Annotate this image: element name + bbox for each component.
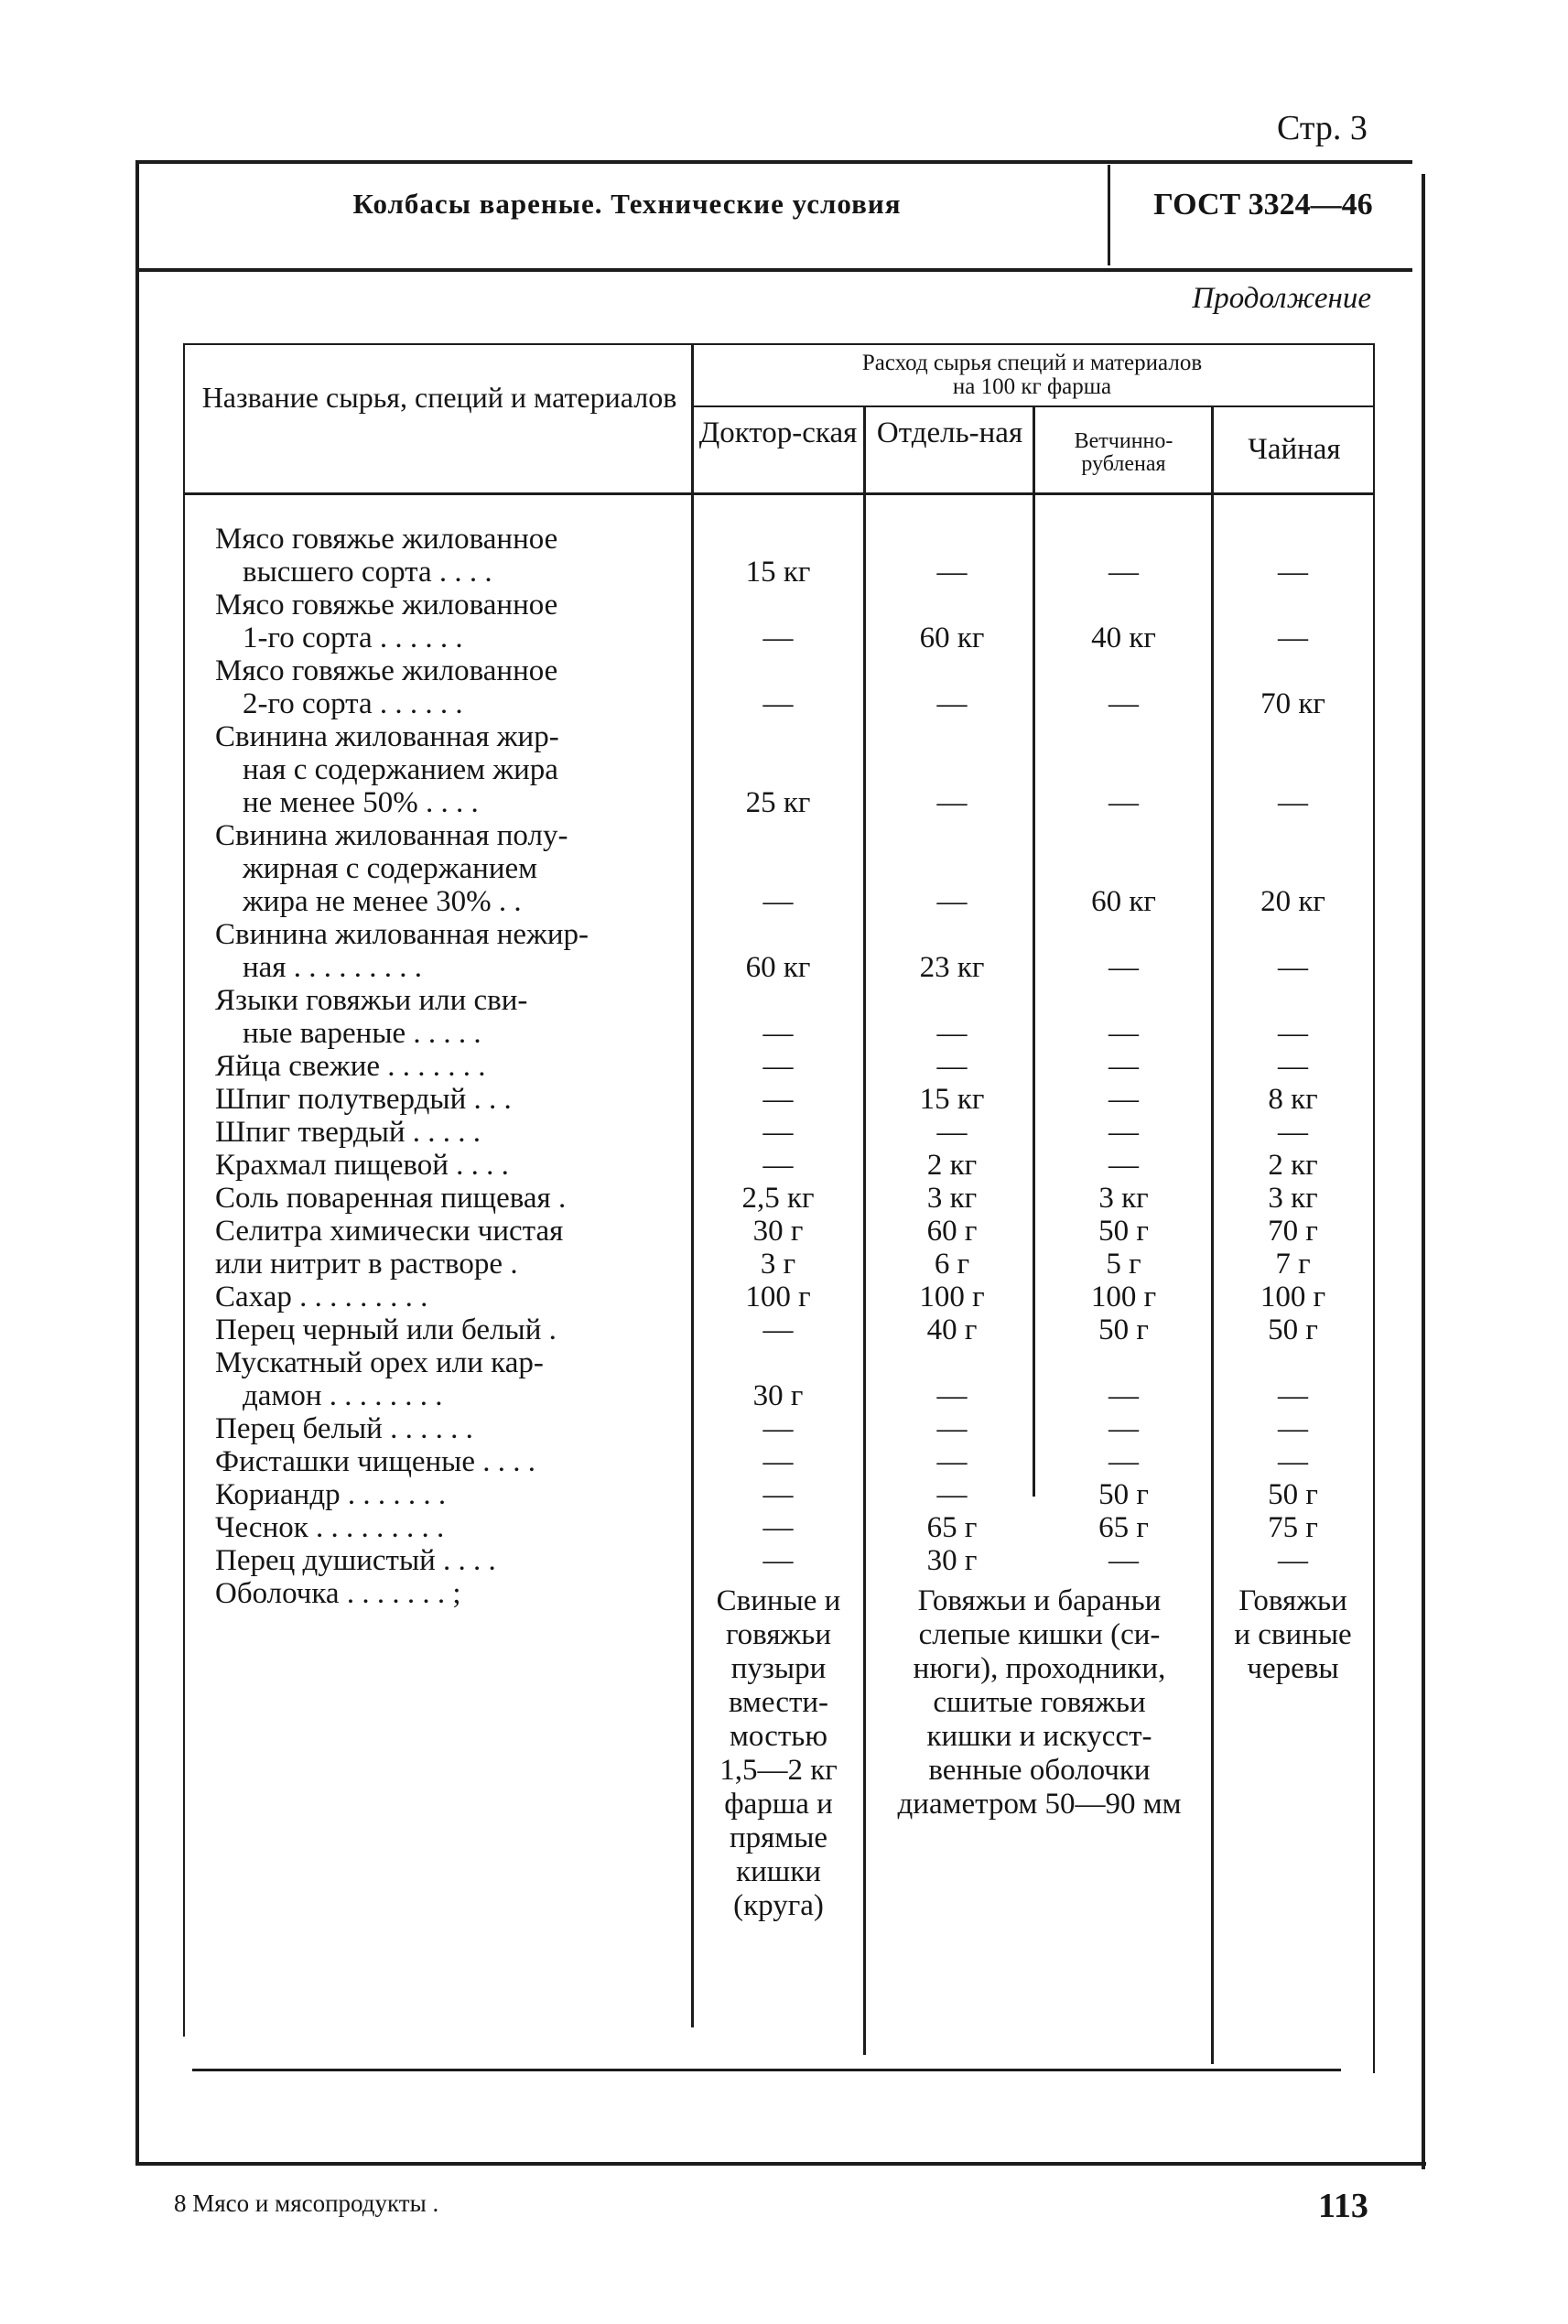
casing-doktorskaya — [694, 1584, 863, 1923]
value-cell: — — [762, 1412, 794, 1445]
value-cell: 40 г — [926, 1313, 978, 1346]
value-cell: — — [1278, 1116, 1308, 1149]
material-name-line: Перец душистый . . . . — [215, 1544, 496, 1577]
value-cell: 30 г — [926, 1544, 978, 1577]
material-name-line: Чеснок . . . . . . . . . — [215, 1511, 445, 1544]
material-name-line: Шпиг твердый . . . . . — [215, 1116, 481, 1149]
material-name-line: Яйца свежие . . . . . . . — [215, 1050, 486, 1083]
material-name-line: Оболочка . . . . . . . ; — [215, 1577, 461, 1610]
value-cell: 50 г — [1098, 1215, 1149, 1248]
value-cell: 60 г — [926, 1215, 978, 1248]
table-row — [215, 720, 1378, 819]
value-cell: — — [1278, 1050, 1308, 1083]
table-row — [215, 1544, 1378, 1577]
page-label: Стр. 3 — [1277, 109, 1368, 147]
material-name-line: Крахмал пищевой . . . . — [215, 1149, 509, 1182]
column-header-doktorskaya: Доктор-ская — [698, 416, 858, 449]
value-cell: — — [762, 1083, 794, 1116]
footer-section-label: 8 Мясо и мясопродукты . — [174, 2189, 439, 2217]
table-row — [215, 1478, 1378, 1511]
table-top-rule — [183, 343, 1373, 345]
page-left-border — [135, 160, 139, 2165]
material-name-line: жира не менее 30% . . — [243, 885, 522, 918]
page-right-border — [1422, 174, 1425, 2169]
header-bottom-rule — [135, 268, 1412, 272]
table-row — [215, 984, 1378, 1050]
material-name-line: Селитра химически чистая — [215, 1215, 564, 1248]
casing-line: Говяжьи — [1238, 1584, 1347, 1617]
material-name-line: ная . . . . . . . . . — [243, 951, 422, 984]
material-name-line: Языки говяжьи или сви- — [215, 984, 528, 1017]
material-name-line: Сахар . . . . . . . . . — [215, 1281, 428, 1313]
casing-line: венные оболочки — [928, 1754, 1151, 1787]
value-cell: — — [762, 1017, 794, 1050]
material-name-line: Мясо говяжье жилованное — [215, 589, 558, 622]
casing-otdelnaya-vetchinno — [868, 1584, 1211, 1821]
value-cell: 23 кг — [919, 951, 985, 984]
value-cell: — — [936, 1412, 968, 1445]
value-cell: 30 г — [752, 1379, 804, 1412]
value-cell: 25 кг — [745, 786, 811, 819]
value-cell: 100 г — [919, 1281, 985, 1313]
material-name-line: Шпиг полутвердый . . . — [215, 1083, 512, 1116]
material-name-line: Мясо говяжье жилованное — [215, 654, 558, 687]
casing-line: прямые — [729, 1821, 828, 1854]
table-row — [215, 918, 1378, 984]
value-cell: — — [1108, 1412, 1139, 1445]
table-row — [215, 1412, 1378, 1445]
casing-line: черевы — [1247, 1652, 1339, 1685]
material-name-line: 1-го сорта . . . . . . — [243, 622, 463, 654]
casing-line: пузыри — [730, 1652, 827, 1685]
value-cell: — — [936, 556, 968, 589]
value-cell: 75 г — [1268, 1511, 1318, 1544]
table-header-bottom-rule — [183, 492, 1373, 495]
value-cell: 40 кг — [1091, 622, 1156, 654]
casing-line: сшитые говяжьи — [933, 1686, 1146, 1719]
material-name-line: Мускатный орех или кар- — [215, 1346, 544, 1379]
value-cell: — — [762, 1313, 794, 1346]
casing-line: мостью — [730, 1720, 827, 1753]
material-name-line: Свинина жилованная жир- — [215, 720, 559, 753]
casing-line: нюги), проходники, — [913, 1652, 1166, 1685]
value-cell: — — [1278, 1445, 1308, 1478]
value-cell: — — [1108, 1116, 1139, 1149]
document-title: Колбасы вареные. Технические условия — [352, 188, 902, 220]
value-cell: 70 г — [1268, 1215, 1318, 1248]
value-cell: 3 кг — [1268, 1182, 1318, 1215]
material-name-line: Соль поваренная пищевая . — [215, 1182, 567, 1215]
value-cell: — — [762, 1050, 794, 1083]
value-cell: — — [1278, 786, 1308, 819]
value-cell: 7 г — [1275, 1248, 1311, 1281]
value-cell: — — [762, 1149, 794, 1182]
casing-chainaya — [1213, 1584, 1373, 1686]
value-cell: — — [1108, 1149, 1139, 1182]
value-cell: — — [936, 1478, 968, 1511]
table-row — [215, 1215, 1378, 1248]
value-cell: — — [936, 1379, 968, 1412]
table-row — [215, 1281, 1378, 1313]
material-name-line: Мясо говяжье жилованное — [215, 523, 558, 556]
value-cell: — — [1108, 1017, 1139, 1050]
material-name-line: не менее 50% . . . . — [243, 786, 479, 819]
value-cell: 60 кг — [1091, 885, 1156, 918]
value-cell: — — [936, 1116, 968, 1149]
casing-line: Говяжьи и бараньи — [917, 1584, 1162, 1617]
material-name-line: высшего сорта . . . . — [243, 556, 492, 589]
value-cell: 2 кг — [926, 1149, 978, 1182]
table-row — [215, 654, 1378, 720]
value-cell: 15 кг — [919, 1083, 985, 1116]
value-cell: 100 г — [1090, 1281, 1157, 1313]
value-cell: — — [762, 1511, 794, 1544]
table-row — [215, 1050, 1378, 1083]
table-bottom-rule — [192, 2069, 1341, 2071]
value-cell: — — [1108, 687, 1139, 720]
casing-line: 1,5—2 кг — [719, 1754, 838, 1787]
value-cell: 50 г — [1268, 1313, 1318, 1346]
table-row — [215, 1313, 1378, 1346]
casing-line: диаметром 50—90 мм — [897, 1788, 1182, 1821]
header-top-rule — [135, 160, 1412, 164]
value-cell: — — [762, 1445, 794, 1478]
value-cell: 70 кг — [1260, 687, 1325, 720]
material-name-line: ные вареные . . . . . — [243, 1017, 481, 1050]
material-name-line: Фисташки чищеные . . . . — [215, 1445, 535, 1478]
gost-number: ГОСТ 3324—46 — [1153, 188, 1373, 222]
value-cell: — — [1278, 1017, 1308, 1050]
value-cell: 100 г — [1260, 1281, 1326, 1313]
table-row — [215, 1116, 1378, 1149]
value-cell: 8 кг — [1268, 1083, 1318, 1116]
value-cell: — — [936, 1050, 968, 1083]
table-row — [215, 1083, 1378, 1116]
value-cell: 100 г — [745, 1281, 811, 1313]
material-name-line: или нитрит в растворе . — [215, 1248, 518, 1281]
value-cell: 6 г — [934, 1248, 970, 1281]
value-cell: — — [1108, 1083, 1139, 1116]
page-bottom-rule — [135, 2162, 1426, 2166]
material-name-line: Кориандр . . . . . . . — [215, 1478, 447, 1511]
value-cell: — — [1108, 1544, 1139, 1577]
value-cell: — — [1108, 951, 1139, 984]
value-cell: — — [936, 1445, 968, 1478]
column-header-name: Название сырья, специй и материалов — [201, 381, 677, 414]
value-cell: 2,5 кг — [741, 1182, 815, 1215]
value-cell: 15 кг — [745, 556, 811, 589]
casing-line: слепые кишки (си- — [918, 1618, 1161, 1651]
casing-line: (круга) — [733, 1889, 824, 1922]
table-row — [215, 589, 1378, 654]
casing-line: кишки — [736, 1855, 821, 1888]
value-cell: — — [1108, 556, 1139, 589]
value-cell: — — [762, 1478, 794, 1511]
material-name-line: Свинина жилованная полу- — [215, 819, 568, 852]
header-divider — [1108, 165, 1110, 265]
value-cell: — — [1278, 951, 1308, 984]
material-name-line: 2-го сорта . . . . . . — [243, 687, 463, 720]
value-cell: — — [1278, 622, 1308, 654]
value-cell: 3 кг — [926, 1182, 978, 1215]
value-cell: — — [1278, 1544, 1308, 1577]
value-cell: — — [1108, 1379, 1139, 1412]
value-cell: — — [762, 1544, 794, 1577]
group-header-line-1: Расход сырья специй и материалов — [861, 351, 1203, 375]
value-cell: — — [1278, 556, 1308, 589]
column-header-chainaya: Чайная — [1248, 433, 1341, 466]
table-row — [215, 523, 1378, 589]
value-cell: — — [762, 885, 794, 918]
value-cell: 50 г — [1098, 1313, 1149, 1346]
value-cell: — — [762, 687, 794, 720]
casing-line: говяжьи — [725, 1618, 832, 1651]
value-cell: 60 кг — [745, 951, 811, 984]
casing-line: и свиные — [1234, 1618, 1352, 1651]
value-cell: 3 кг — [1098, 1182, 1149, 1215]
table-left-edge — [183, 343, 185, 2037]
casing-line: кишки и искусст- — [926, 1720, 1152, 1753]
value-cell: 2 кг — [1268, 1149, 1318, 1182]
casing-line: вмести- — [728, 1686, 829, 1719]
value-cell: 60 кг — [919, 622, 985, 654]
value-cell: 65 г — [1098, 1511, 1149, 1544]
value-cell: — — [762, 622, 794, 654]
table-row — [215, 1149, 1378, 1182]
casing-line: Свиные и — [716, 1584, 841, 1617]
value-cell: 5 г — [1106, 1248, 1141, 1281]
column-header-vetchinno: Ветчинно-рубленая — [1074, 429, 1173, 477]
value-cell: 3 г — [760, 1248, 796, 1281]
value-cell: 50 г — [1098, 1478, 1149, 1511]
value-cell: — — [1108, 786, 1139, 819]
column-header-otdelnaya: Отдель-ная — [876, 416, 1023, 449]
value-cell: — — [1278, 1412, 1308, 1445]
value-cell: — — [936, 786, 968, 819]
material-name-line: дамон . . . . . . . . — [243, 1379, 443, 1412]
value-cell: — — [936, 1017, 968, 1050]
material-name-line: жирная с содержанием — [243, 852, 538, 885]
footer-page-number: 113 — [1318, 2187, 1368, 2225]
group-header-line-2: на 100 кг фарша — [952, 374, 1112, 399]
value-cell: — — [1108, 1445, 1139, 1478]
material-name-line: Свинина жилованная нежир- — [215, 918, 589, 951]
table-row — [215, 1346, 1378, 1412]
value-cell: 50 г — [1268, 1478, 1318, 1511]
continuation-label: Продолжение — [1192, 282, 1371, 315]
table-row — [215, 1248, 1378, 1281]
material-name-line: Перец белый . . . . . . — [215, 1412, 473, 1445]
material-name-line: Перец черный или белый . — [215, 1313, 557, 1346]
value-cell: 20 кг — [1260, 885, 1325, 918]
table-row — [215, 1511, 1378, 1544]
value-cell: — — [1108, 1050, 1139, 1083]
value-cell: 30 г — [752, 1215, 804, 1248]
value-cell: — — [1278, 1379, 1308, 1412]
value-cell: 65 г — [926, 1511, 978, 1544]
value-cell: — — [936, 687, 968, 720]
casing-line: фарша и — [724, 1788, 833, 1821]
table-row — [215, 819, 1378, 918]
value-cell: — — [936, 885, 968, 918]
material-name-line: ная с содержанием жира — [243, 753, 558, 786]
table-row — [215, 1182, 1378, 1215]
table-row — [215, 1445, 1378, 1478]
value-cell: — — [762, 1116, 794, 1149]
